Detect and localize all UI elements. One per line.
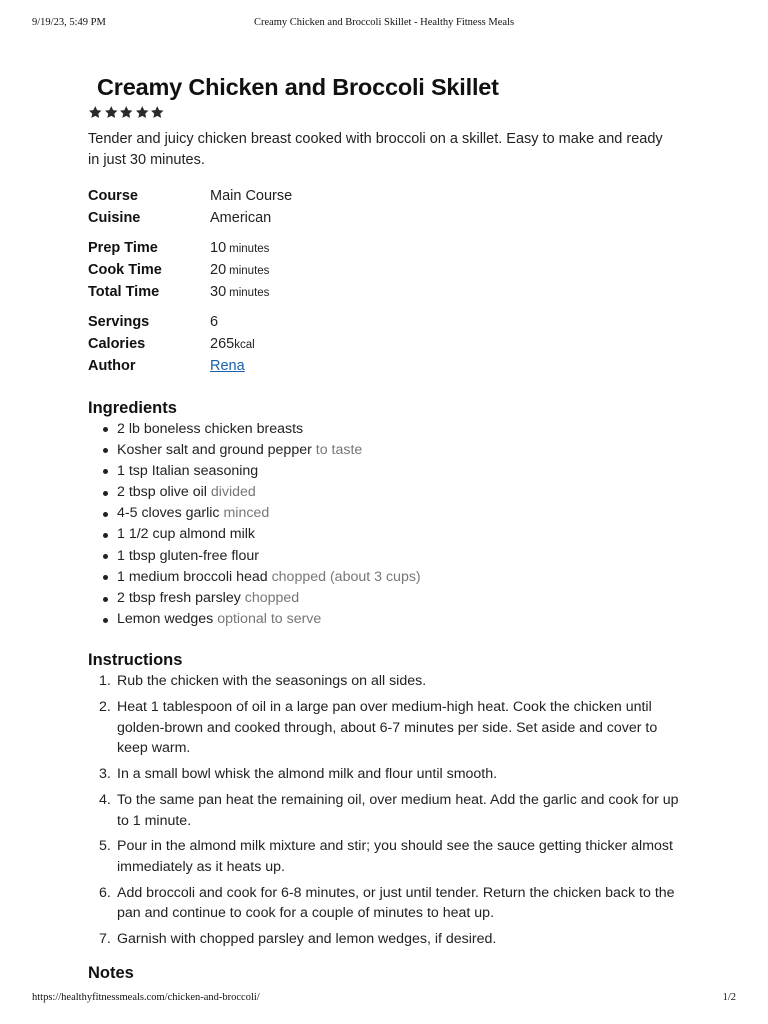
step-text: Rub the chicken with the seasonings on all sides.	[117, 673, 427, 690]
instructions-heading: Instructions	[88, 651, 183, 670]
instruction-step	[88, 929, 688, 950]
bullet-icon	[103, 469, 108, 474]
ingredient-item	[88, 609, 688, 630]
ingredient-note: to taste	[315, 441, 363, 458]
ingredient-item	[88, 588, 688, 609]
step-text: Heat 1 tablespoon of oil in a large pan over medium-high heat. Cook the chicken until golden-brown and cooked through, about 6-7 minutes per side. Set aside and cover to keep warm.	[117, 699, 658, 757]
ingredient-text: 1 1/2 cup almond milk	[117, 526, 256, 543]
step-number: 2.	[99, 699, 111, 716]
meta-row-cuisine	[88, 207, 292, 229]
bullet-icon	[103, 575, 108, 580]
author-link[interactable]: Rena	[210, 357, 245, 374]
meta-unit: kcal	[234, 338, 255, 351]
ingredient-item	[88, 567, 688, 588]
step-text: Add broccoli and cook for 6-8 minutes, or just until tender. Return the chicken back to the pan and continue to cook for a couple of minutes to heat up.	[117, 884, 675, 922]
ingredient-item	[88, 440, 688, 461]
meta-value: 265	[210, 335, 235, 352]
ingredient-item	[88, 461, 688, 482]
meta-value: 20	[210, 261, 227, 278]
meta-label: Cook Time	[88, 261, 162, 278]
ingredient-item	[88, 503, 688, 524]
ingredient-text: 1 medium broccoli head	[117, 568, 268, 585]
instructions-list	[88, 671, 688, 949]
meta-value: 30	[210, 283, 227, 300]
ingredient-text: 2 tbsp olive oil	[117, 484, 207, 501]
instruction-step	[88, 883, 688, 924]
recipe-summary: Tender and juicy chicken breast cooked with broccoli on a skillet. Easy to make and ready in just 30 minutes.	[88, 131, 663, 168]
recipe-card	[88, 70, 688, 984]
ingredient-note: divided	[210, 484, 256, 501]
ingredients-heading: Ingredients	[88, 398, 177, 417]
print-page-title: Creamy Chicken and Broccoli Skillet - Healthy Fitness Meals	[253, 17, 515, 28]
notes-heading: Notes	[88, 963, 134, 982]
meta-value: 10	[210, 240, 227, 257]
meta-label: Cuisine	[88, 209, 141, 226]
ingredient-text: 1 tsp Italian seasoning	[117, 462, 259, 479]
meta-row-prep-time	[88, 237, 292, 259]
print-page-number: 1/2	[722, 992, 736, 1003]
print-footer	[32, 992, 736, 1008]
meta-row-calories	[88, 333, 292, 355]
ingredient-text: 2 tbsp fresh parsley	[117, 590, 241, 606]
ingredient-text: 2 lb boneless chicken breasts	[117, 420, 304, 437]
bullet-icon	[103, 533, 108, 538]
ingredient-text: Lemon wedges	[117, 611, 214, 628]
ingredient-note: minced	[223, 505, 270, 522]
step-number: 7.	[99, 931, 111, 948]
print-header	[32, 17, 736, 33]
ingredient-text: 4-5 cloves garlic	[117, 505, 220, 522]
meta-unit: minutes	[229, 286, 270, 299]
bullet-icon	[103, 554, 108, 559]
star-icon[interactable]	[104, 105, 119, 120]
meta-label: Servings	[88, 314, 150, 331]
step-text: Garnish with chopped parsley and lemon wedges, if desired.	[117, 931, 497, 948]
star-icon[interactable]	[119, 105, 134, 120]
step-number: 1.	[99, 673, 111, 690]
recipe-meta-table	[88, 185, 292, 377]
print-datetime: 9/19/23, 5:49 PM	[32, 17, 106, 28]
bullet-icon	[103, 597, 108, 602]
step-number: 4.	[99, 791, 111, 808]
star-icon[interactable]	[135, 105, 150, 120]
meta-value: Main Course	[210, 187, 293, 204]
step-number: 3.	[99, 766, 111, 783]
step-text: Pour in the almond milk mixture and stir; you should see the sauce getting thicker almost immediately as it heats up.	[117, 838, 673, 875]
recipe-title: Creamy Chicken and Broccoli Skillet	[97, 74, 499, 100]
star-icon[interactable]	[150, 105, 165, 120]
step-text: In a small bowl whisk the almond milk and flour until smooth.	[117, 766, 498, 783]
meta-row-servings	[88, 311, 292, 333]
ingredient-item	[88, 546, 688, 567]
bullet-icon	[103, 427, 108, 432]
bullet-icon	[103, 512, 108, 517]
instruction-step	[88, 671, 688, 692]
step-text: To the same pan heat the remaining oil, over medium heat. Add the garlic and cook for up to 1 minute.	[117, 791, 679, 829]
step-number: 6.	[99, 884, 111, 901]
meta-value: American	[210, 209, 272, 226]
meta-unit: minutes	[229, 243, 270, 256]
ingredient-text: 1 tbsp gluten-free flour	[117, 547, 259, 564]
ingredient-note: chopped	[244, 590, 300, 606]
meta-label: Total Time	[88, 283, 160, 300]
meta-row-cook-time	[88, 259, 292, 281]
ingredient-item	[88, 482, 688, 503]
meta-row-author	[88, 355, 292, 377]
bullet-icon	[103, 618, 108, 623]
ingredient-note: optional to serve	[217, 611, 322, 628]
bullet-icon	[103, 448, 108, 453]
bullet-icon	[103, 491, 108, 496]
instruction-step	[88, 697, 688, 759]
instruction-step	[88, 790, 688, 831]
meta-label: Author	[88, 357, 136, 374]
meta-value: 6	[210, 314, 219, 331]
ingredient-item	[88, 524, 688, 545]
star-icon[interactable]	[88, 105, 103, 120]
meta-label: Prep Time	[88, 240, 158, 257]
meta-label: Course	[88, 187, 138, 204]
instruction-step	[88, 836, 688, 877]
meta-unit: minutes	[229, 264, 270, 277]
meta-label: Calories	[88, 335, 146, 352]
print-url: https://healthyfitnessmeals.com/chicken-and-broccoli/	[32, 992, 260, 1003]
step-number: 5.	[99, 838, 111, 855]
ingredients-list	[88, 419, 688, 631]
ingredient-item	[88, 419, 688, 440]
instruction-step	[88, 764, 688, 785]
star-rating[interactable]	[88, 105, 688, 123]
meta-row-total-time	[88, 281, 292, 303]
ingredient-text: Kosher salt and ground pepper	[117, 441, 312, 458]
meta-row-course	[88, 185, 292, 207]
ingredient-note: chopped (about 3 cups)	[271, 568, 421, 585]
